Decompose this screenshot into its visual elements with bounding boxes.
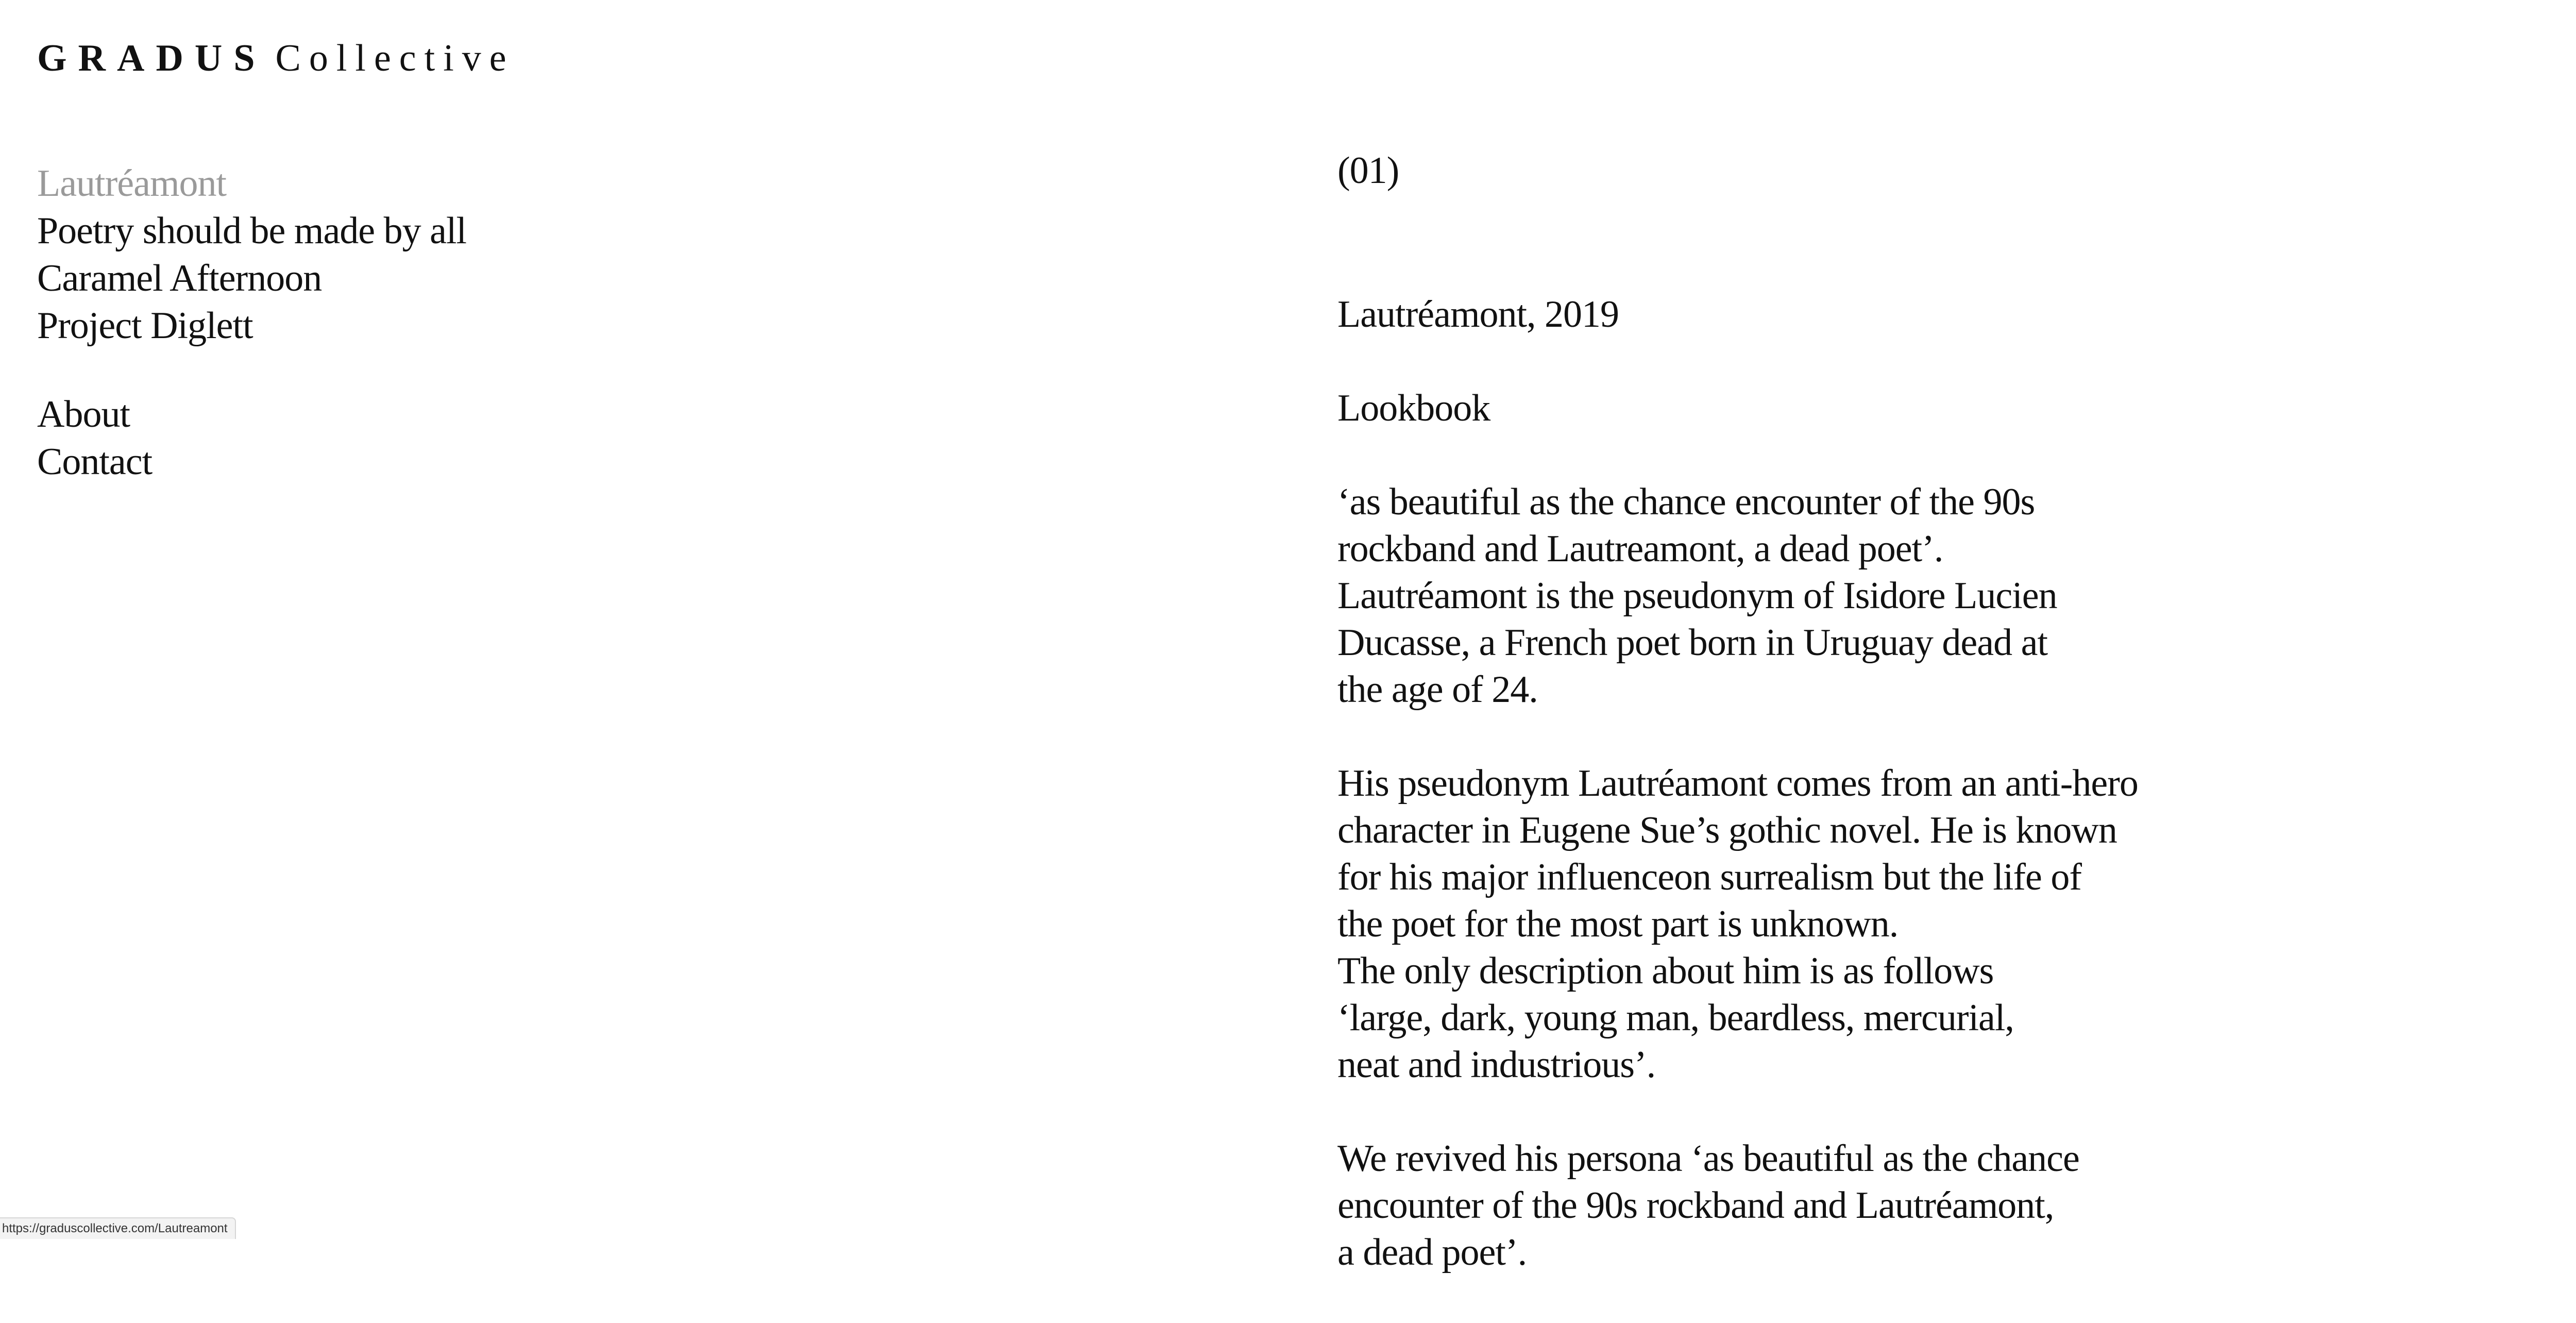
project-index: (01) [1337, 149, 1399, 192]
link-status-bar: https://graduscollective.com/Lautreamont [0, 1217, 236, 1239]
nav-item-contact[interactable]: Contact [37, 441, 152, 483]
nav-item-project-diglett[interactable]: Project Diglett [37, 305, 253, 347]
nav-item-about[interactable]: About [37, 393, 130, 436]
description-paragraph-3: We revived his persona ‘as beautiful as the chance encounter of the 90s rockband and Lautréamont, a dead poet’. [1337, 1137, 2079, 1274]
nav-spacer [37, 349, 466, 391]
nav-item-lautreamont[interactable]: Lautréamont [37, 162, 227, 205]
site-logo[interactable] [37, 30, 515, 87]
project-content [1337, 147, 2213, 1323]
project-nav [37, 160, 466, 485]
project-category: Lookbook [1337, 387, 1490, 429]
nav-item-caramel-afternoon[interactable]: Caramel Afternoon [37, 257, 322, 299]
logo-brand: GRADUS [37, 37, 266, 79]
logo-subtitle: Collective [275, 37, 515, 79]
description-paragraph-1: ‘as beautiful as the chance encounter of the 90s rockband and Lautreamont, a dead poet’. Lautréamont is the pseudonym of Isidore Lucien Ducasse, a French poet born in Uruguay dead at the age of 24. [1337, 481, 2057, 711]
project-title: Lautréamont, 2019 [1337, 293, 1619, 336]
description-paragraph-2: His pseudonym Lautréamont comes from an anti-hero character in Eugene Sue’s gothic novel. He is known for his major influenceon surrealism but the life of the poet for the most part is unknown. The only description about him is as follows ‘large, dark, young man, beardless, mercurial, neat and industrious’. [1337, 762, 2138, 1086]
nav-item-poetry-should-be-made-by-all[interactable]: Poetry should be made by all [37, 210, 467, 252]
